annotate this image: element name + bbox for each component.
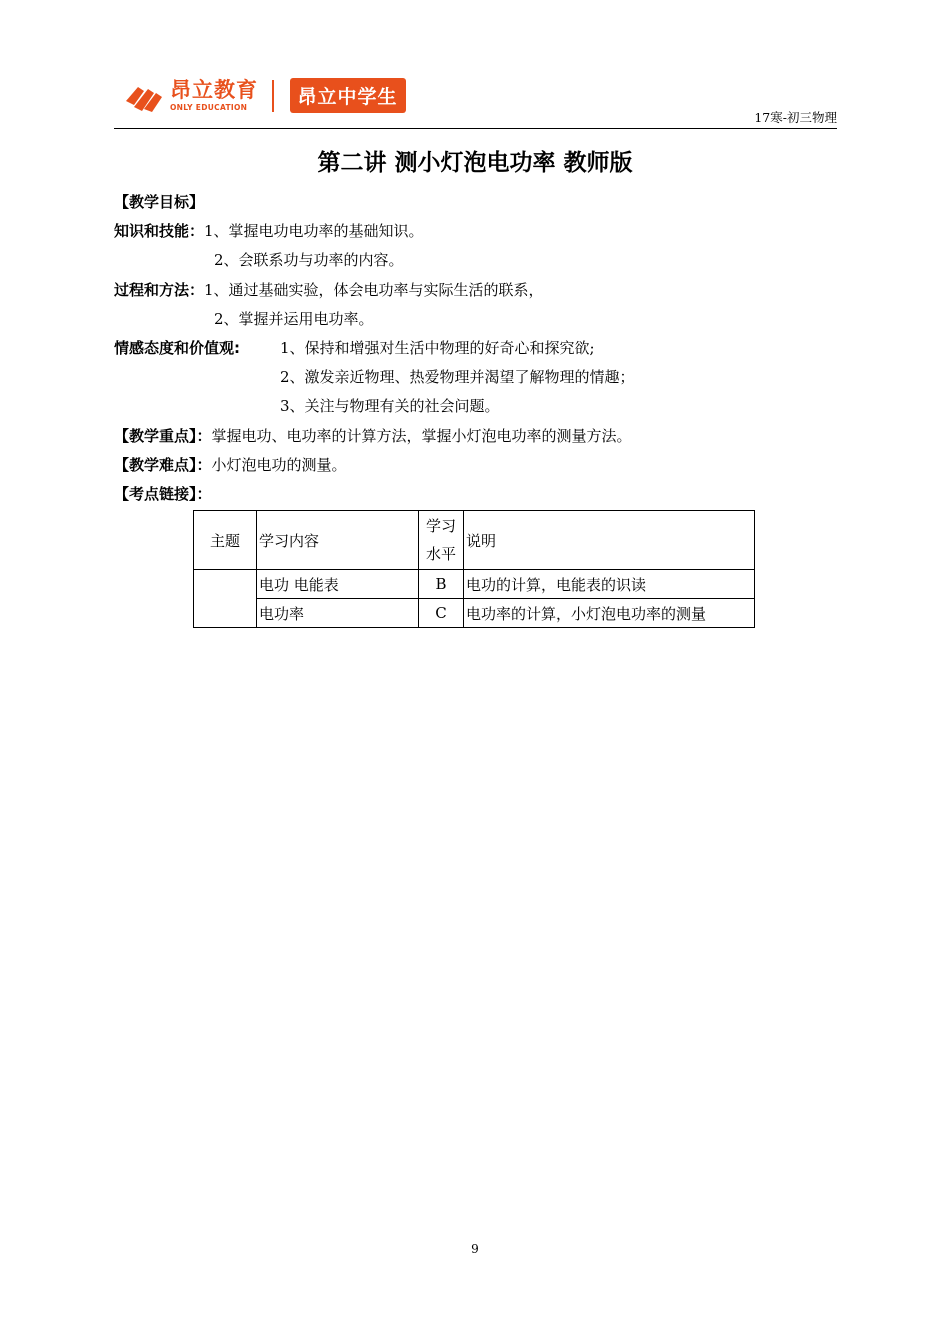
course-label: 17寒-初三物理 xyxy=(754,110,837,125)
difficulty-label: 【教学难点】： xyxy=(114,456,212,474)
table-cell-topic xyxy=(194,570,257,628)
emotion-label: 情感态度和价值观: xyxy=(114,339,240,357)
header-level-line-2: 水平 xyxy=(425,545,456,563)
emotion-item-2: 2、激发亲近物理、热爱物理并渴望了解物理的情趣； xyxy=(280,368,635,386)
emotion-item-3: 3、关注与物理有关的社会问题。 xyxy=(280,397,500,415)
table-cell-content: 电功 电能表 xyxy=(257,570,419,599)
table-cell-content: 电功率 xyxy=(257,599,419,628)
header-level xyxy=(419,511,464,570)
table-cell-note: 电功的计算，电能表的识读 xyxy=(464,570,755,599)
header-level-line-1: 学习 xyxy=(425,517,456,535)
process-item-2: 2、掌握并运用电功率。 xyxy=(214,310,374,328)
logo-mark-icon xyxy=(122,79,166,113)
logo-divider xyxy=(272,80,274,112)
difficulty-line xyxy=(114,455,347,475)
table-cell-level: C xyxy=(419,599,464,628)
table-row xyxy=(194,599,755,628)
exam-link-label: 【考点链接】： xyxy=(114,485,212,503)
page-number: 9 xyxy=(471,1242,479,1256)
table-cell-level: B xyxy=(419,570,464,599)
exam-points-table xyxy=(193,510,755,628)
header-note: 说明 xyxy=(464,511,755,570)
knowledge-line-1 xyxy=(114,221,424,241)
process-label: 过程和方法： xyxy=(114,281,205,299)
table-cell-note: 电功率的计算，小灯泡电功率的测量 xyxy=(464,599,755,628)
logo-cn-text: 昂立教育 xyxy=(170,77,258,102)
key-point-text: 掌握电功、电功率的计算方法，掌握小灯泡电功率的测量方法。 xyxy=(211,427,632,445)
brand-badge: 昂立中学生 xyxy=(290,78,406,113)
page-title: 第二讲 测小灯泡电功率 教师版 xyxy=(317,150,633,176)
difficulty-text: 小灯泡电功的测量。 xyxy=(211,456,347,474)
knowledge-label: 知识和技能： xyxy=(114,222,205,240)
key-point-label: 【教学重点】： xyxy=(114,427,212,445)
page-header xyxy=(114,70,837,129)
table-header-row xyxy=(194,511,755,570)
logo-en-text: ONLY EDUCATION xyxy=(170,102,248,112)
process-line-1 xyxy=(114,280,544,300)
emotion-item-1: 1、保持和增强对生活中物理的好奇心和探究欲; xyxy=(280,339,595,357)
header-content: 学习内容 xyxy=(257,511,419,570)
logo xyxy=(122,78,406,113)
header-topic: 主题 xyxy=(194,511,257,570)
knowledge-item-2: 2、会联系功与功率的内容。 xyxy=(214,251,404,269)
table-row xyxy=(194,570,755,599)
knowledge-item-1: 1、掌握电功电功率的基础知识。 xyxy=(204,222,424,240)
objectives-heading: 【教学目标】 xyxy=(114,193,205,211)
process-item-1: 1、通过基础实验，体会电功率与实际生活的联系， xyxy=(204,281,544,299)
key-point-line xyxy=(114,426,632,446)
